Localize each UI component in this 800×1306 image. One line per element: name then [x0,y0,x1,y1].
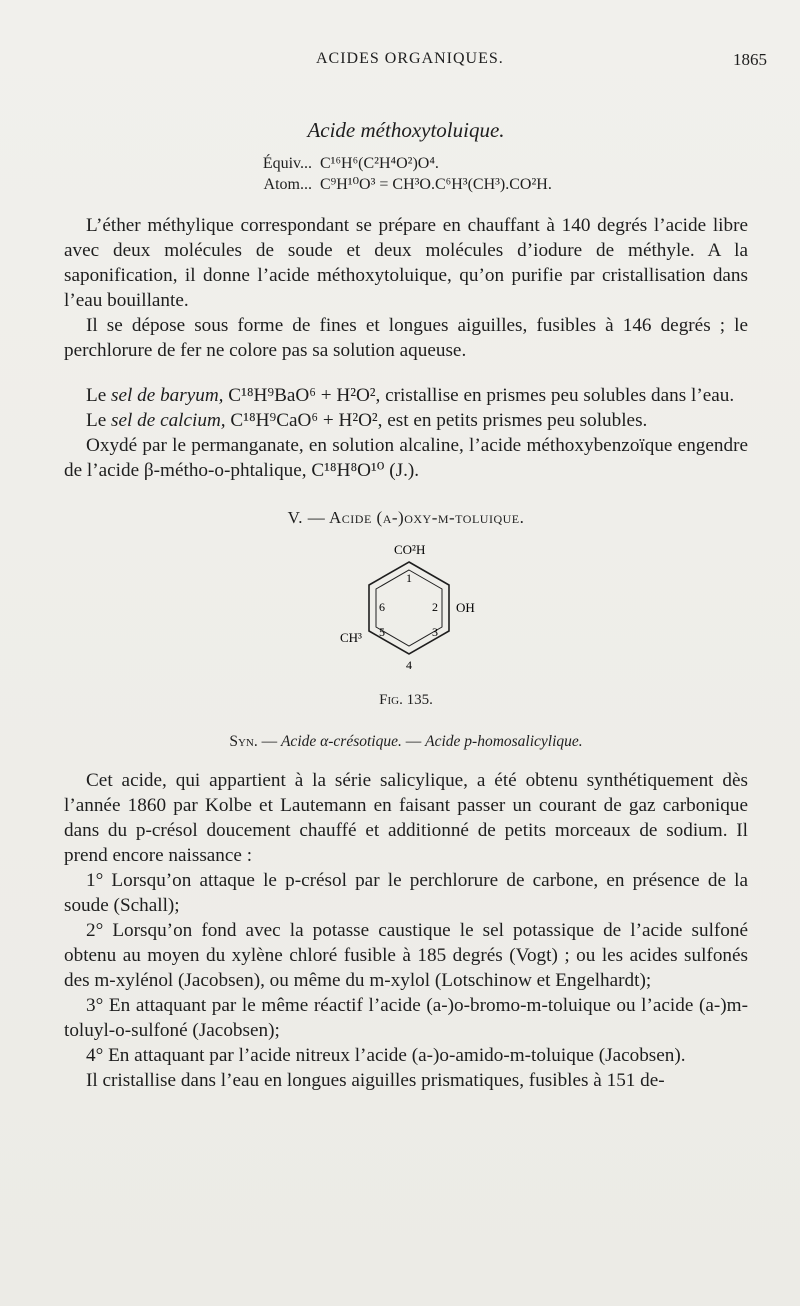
chapter-heading: V. — Acide (a-)oxy-m-toluique. [287,508,525,527]
paragraph-barium-salt: Le sel de baryum, C¹⁸H⁹BaO⁶ + H²O², cristallise en prismes peu solubles dans l’eau. [86,385,735,406]
list-item: 2° Lorsqu’on fond avec la potasse caustique le sel potassique de l’acide sulfoné obtenu au moyen du xylène chloré fusible à 185 degrés (Vogt) ; ou les acides sulfonés des m-xylénol (Jacobsen), ou même du m-xylol (Lotschinow et Engelhardt); [64,920,748,991]
substituent-left: CH³ [340,630,362,645]
paragraph: Il se dépose sous forme de fines et longues aiguilles, fusibles à 146 degrés ; le perchlorure de fer ne colore pas sa solution aqueuse. [64,315,748,361]
figure-caption: Fig. 135. [379,692,433,708]
formula-atom: Atom... C⁹H¹⁰O³ = CH³O.C⁶H³(CH³).CO²H. [263,176,552,193]
formula-block [212,153,748,195]
ring-position-3: 3 [432,625,438,639]
paragraph-calcium-salt: Le sel de calcium, C¹⁸H⁹CaO⁶ + H²O², est en petits prismes peu solubles. [86,410,648,431]
paragraph: Il cristallise dans l’eau en longues aiguilles prismatiques, fusibles à 151 de- [86,1070,665,1091]
synonyms-line: Syn. — Acide α-crésotique. — Acide p-homosalicylique. [229,733,583,750]
running-title: ACIDES ORGANIQUES. [316,50,504,67]
page-header [0,50,800,76]
section-heading: Acide méthoxytoluique. [307,118,505,142]
page-number: 1865 [733,50,767,69]
ring-position-4: 4 [406,658,412,672]
page-body [64,118,748,1093]
ring-position-2: 2 [432,600,438,614]
paragraph: Cet acide, qui appartient à la série salicylique, a été obtenu synthétiquement dès l’année 1860 par Kolbe et Lautemann en faisant passer un courant de gaz carbonique dans du p-crésol doucement chauffé et additionné de petits morceaux de sodium. Il prend encore naissance : [64,770,748,866]
list-item: 1° Lorsqu’on attaque le p-crésol par le perchlorure de carbone, en présence de la soude (Schall); [64,870,748,916]
ring-position-6: 6 [379,600,385,614]
ring-position-5: 5 [379,625,385,639]
formula-equiv: Équiv... C¹⁶H⁶(C²H⁴O²)O⁴. [262,155,439,172]
list-item: 4° En attaquant par l’acide nitreux l’acide (a-)o-amido-m-toluique (Jacobsen). [86,1045,686,1066]
figure-structure [64,538,748,688]
substituent-top: CO²H [394,542,426,557]
paragraph: Oxydé par le permanganate, en solution alcaline, l’acide méthoxybenzoïque engendre de l’acide β-métho-o-phtalique, C¹⁸H⁸O¹⁰ (J.). [64,435,748,481]
benzene-ring-diagram [334,538,484,688]
paragraph: L’éther méthylique correspondant se prépare en chauffant à 140 degrés l’acide libre avec deux molécules de soude et deux molécules d’iodure de méthyle. A la saponification, il donne l’acide méthoxytoluique, qu’on purifie par cristallisation dans l’eau bouillante. [64,215,748,311]
list-item: 3° En attaquant par le même réactif l’acide (a-)o-bromo-m-toluique ou l’acide (a-)m-toluyl-o-sulfoné (Jacobsen); [64,995,748,1041]
ring-position-1: 1 [406,571,412,585]
substituent-right: OH [456,600,475,615]
